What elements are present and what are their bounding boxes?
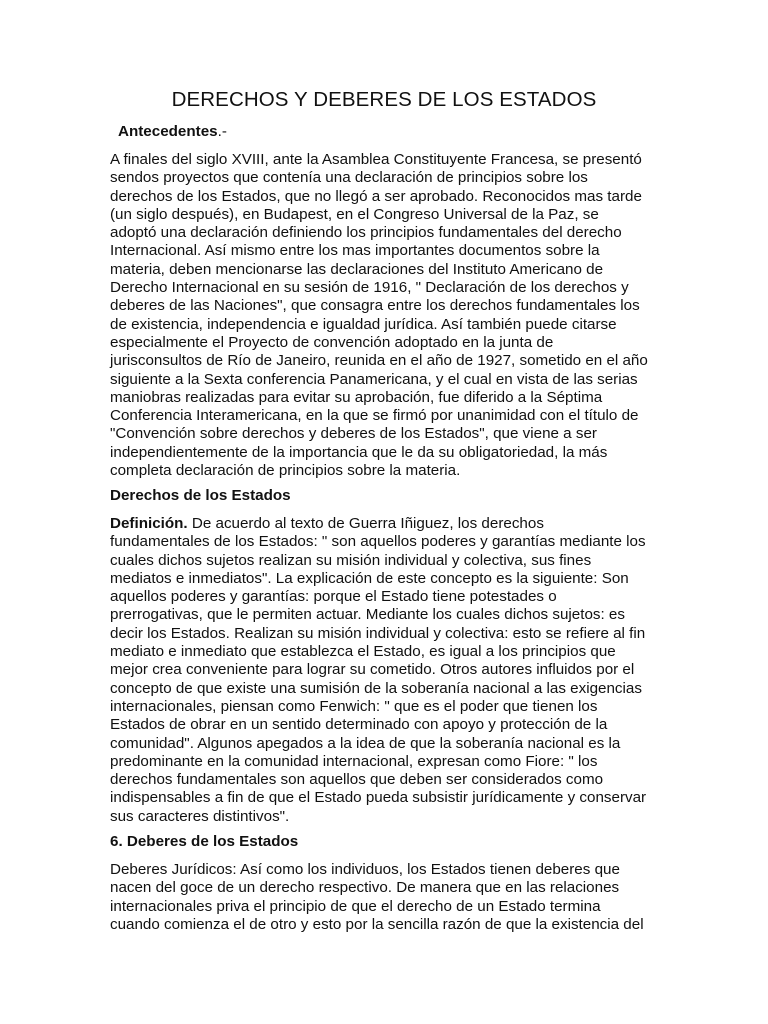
paragraph-line: adoptó una declaración definiendo los principios fundamentales del derecho <box>110 224 622 242</box>
paragraph-line: Estados de obrar en un sentido determinado con apoyo y protección de la <box>110 716 608 734</box>
paragraph-line: completa declaración de principios sobre la materia. <box>110 462 461 480</box>
section-heading-derechos: Derechos de los Estados <box>110 487 291 504</box>
paragraph-line: A finales del siglo XVIII, ante la Asamblea Constituyente Francesa, se presentó <box>110 151 642 168</box>
paragraph-line: mediato e inmediato que establezca el Estado, es igual a los principios que <box>110 643 616 661</box>
section-heading-deberes: 6. Deberes de los Estados <box>110 833 299 850</box>
paragraph-line: comunidad". Algunos apegados a la idea de que la soberanía nacional es la <box>110 734 621 752</box>
paragraph-antecedentes <box>110 151 670 480</box>
paragraph-line: independientemente de la importancia que le da su obligatoriedad, la más <box>110 443 608 461</box>
paragraph-line: mejor crea conveniente para lograr su cometido. Otros autores influidos por el <box>110 661 635 679</box>
paragraph-line: mediatos e inmediatos". La explicación de este concepto es la siguiente: Son <box>110 569 629 587</box>
paragraph-line: cuando comienza el de otro y esto por la sencilla razón de que la existencia del <box>110 915 644 933</box>
paragraph-line: internacionales, piensan como Fenwich: " que es el poder que tienen los <box>110 697 598 715</box>
paragraph-line: cuales dichos sujetos realizan su misión individual y colectiva, sus fines <box>110 551 592 569</box>
paragraph-line: internacionales priva el principio de que el derecho de un Estado termina <box>110 897 601 915</box>
definition-first-line-rest: De acuerdo al texto de Guerra Iñiguez, los derechos <box>187 515 544 532</box>
paragraph-line: siguiente a la Sexta conferencia Panamericana, y el cual en vista de las serias <box>110 370 638 388</box>
paragraph-line: deberes de las Naciones", que consagra entre los derechos fundamentales los <box>110 297 640 315</box>
definition-label: Definición. <box>110 515 188 532</box>
paragraph-line: indispensables a fin de que el Estado pueda subsistir jurídicamente y conservar <box>110 789 647 807</box>
paragraph-line: Internacional. Así mismo entre los mas importantes documentos sobre la <box>110 242 600 260</box>
section-heading-antecedentes <box>118 123 678 141</box>
definition-first-line <box>110 515 670 533</box>
definition-body <box>110 533 670 826</box>
paragraph-line: decir los Estados. Realizan su misión individual y colectiva: esto se refiere al fin <box>110 624 646 642</box>
paragraph-line: predominante en la comunidad internacional, expresan como Fiore: " los <box>110 752 598 770</box>
document-title: DERECHOS Y DEBERES DE LOS ESTADOS <box>171 88 597 111</box>
paragraph-line: materia, deben mencionarse las declaraciones del Instituto Americano de <box>110 260 604 278</box>
paragraph-line: derechos de los Estados, que no llegó a ser aprobado. Reconocidos mas tarde <box>110 187 642 205</box>
paragraph-line: maniobras realizadas para evitar su aprobación, fue diferido a la Séptima <box>110 388 603 406</box>
paragraph-line: nacen del goce de un derecho respectivo. De manera que en las relaciones <box>110 879 620 897</box>
paragraph-line: derechos fundamentales son aquellos que deben ser considerados como <box>110 771 604 789</box>
paragraph-line: especialmente el Proyecto de convención adoptado en la junta de <box>110 333 554 351</box>
paragraph-line: sendos proyectos que contenía una declaración de principios sobre los <box>110 169 588 187</box>
paragraph-line: Derecho Internacional en su sesión de 1916, " Declaración de los derechos y <box>110 279 629 297</box>
paragraph-line: Conferencia Interamericana, en la que se firmó por unanimidad con el título de <box>110 407 639 425</box>
heading-antecedentes-text: Antecedentes <box>118 123 218 140</box>
paragraph-deberes-juridicos <box>110 861 670 934</box>
paragraph-line: fundamentales de los Estados: " son aquellos poderes y garantías mediante los <box>110 533 646 551</box>
paragraph-line: "Convención sobre derechos y deberes de los Estados", que viene a ser <box>110 425 597 443</box>
heading-antecedentes-suffix: .- <box>217 123 227 140</box>
paragraph-line: prerrogativas, que le permiten actuar. Mediante los cuales dichos sujetos: es <box>110 606 625 624</box>
paragraph-line: sus caracteres distintivos". <box>110 807 290 825</box>
paragraph-line: (un siglo después), en Budapest, en el Congreso Universal de la Paz, se <box>110 205 599 223</box>
paragraph-line: aquellos poderes y garantías: porque el Estado tiene potestades o <box>110 588 557 606</box>
paragraph-line: concepto de que existe una sumisión de la soberanía nacional a las exigencias <box>110 679 642 697</box>
paragraph-definicion <box>110 515 670 826</box>
paragraph-line: jurisconsultos de Río de Janeiro, reunida en el año de 1927, sometido en el año <box>110 352 648 370</box>
paragraph-line: de existencia, independencia e igualdad jurídica. Así también puede citarse <box>110 315 617 333</box>
paragraph-line: Deberes Jurídicos: Así como los individuos, los Estados tienen deberes que <box>110 861 620 878</box>
